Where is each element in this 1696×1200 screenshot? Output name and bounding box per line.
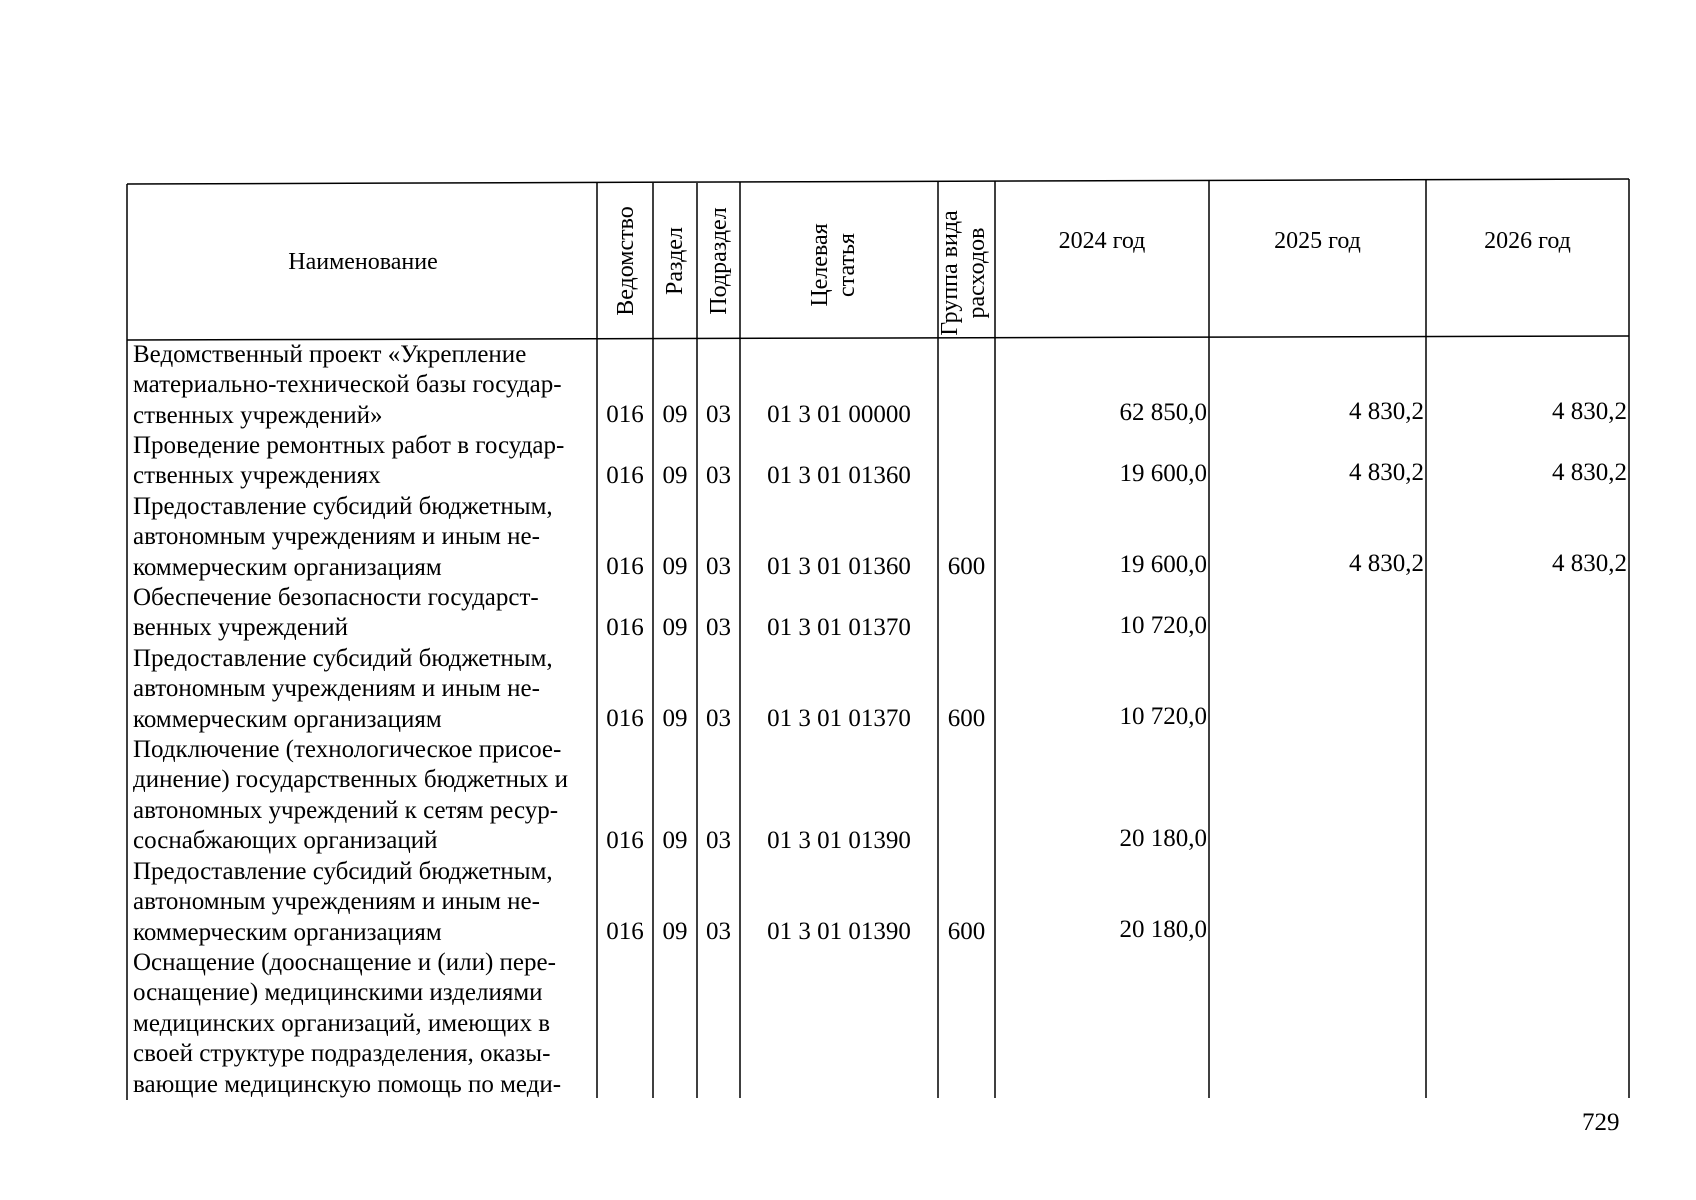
header-year-2026: 2026 год: [1484, 228, 1571, 254]
row-2-year-2026: 4 830,2: [1552, 459, 1627, 486]
row-2-year-2024: 19 600,0: [1119, 460, 1207, 487]
row-7-section: 09: [662, 918, 688, 945]
row-5-section: 09: [662, 705, 688, 732]
header-department: Ведомство: [613, 206, 639, 316]
header-target-article: Целевая статья: [807, 223, 860, 307]
row-7-subsection: 03: [706, 918, 731, 945]
row-7-name: Предоставление субсидий бюджетным, автономным учреждениям и иным не- коммерческим организациям: [133, 858, 553, 946]
row-7-expense-group: 600: [947, 918, 986, 945]
row-3-year-2025: 4 830,2: [1349, 550, 1424, 577]
header-year-2025: 2025 год: [1274, 228, 1361, 254]
header-expense-group: Группа вида расходов: [937, 210, 990, 336]
row-4-year-2024: 10 720,0: [1119, 612, 1207, 639]
row-1-target-article: 01 3 01 00000: [767, 401, 911, 428]
page-number: 729: [1582, 1109, 1620, 1136]
row-1-year-2026: 4 830,2: [1552, 398, 1627, 425]
row-7-target-article: 01 3 01 01390: [767, 918, 911, 945]
header-year-2024: 2024 год: [1058, 228, 1146, 254]
row-5-target-article: 01 3 01 01370: [767, 705, 911, 732]
row-2-department: 016: [606, 462, 644, 489]
row-3-name: Предоставление субсидий бюджетным, автономным учреждениям и иным не- коммерческим организациям: [133, 493, 553, 581]
row-3-target-article: 01 3 01 01360: [767, 553, 911, 580]
row-3-subsection: 03: [706, 553, 731, 580]
row-4-subsection: 03: [706, 614, 731, 641]
row-3-expense-group: 600: [947, 553, 986, 580]
row-5-year-2024: 10 720,0: [1119, 703, 1207, 730]
row-3-year-2026: 4 830,2: [1552, 550, 1627, 577]
row-2-name: Проведение ремонтных работ в государ- ственных учреждениях: [133, 432, 565, 490]
row-6-section: 09: [662, 827, 688, 854]
row-2-year-2025: 4 830,2: [1349, 459, 1424, 486]
row-7-department: 016: [606, 918, 644, 945]
row-2-target-article: 01 3 01 01360: [767, 462, 911, 489]
row-4-section: 09: [662, 614, 688, 641]
row-1-department: 016: [606, 401, 644, 428]
row-5-subsection: 03: [706, 705, 731, 732]
row-3-section: 09: [662, 553, 688, 580]
row-1-subsection: 03: [706, 401, 731, 428]
row-4-department: 016: [606, 614, 644, 641]
row-5-expense-group: 600: [947, 705, 986, 732]
row-5-department: 016: [606, 705, 644, 732]
row-5-name: Предоставление субсидий бюджетным, автономным учреждениям и иным не- коммерческим организациям: [133, 645, 553, 733]
row-3-year-2024: 19 600,0: [1119, 551, 1207, 578]
header-subsection: Подраздел: [706, 207, 732, 315]
row-4-target-article: 01 3 01 01370: [767, 614, 911, 641]
row-6-target-article: 01 3 01 01390: [767, 827, 911, 854]
row-6-department: 016: [606, 827, 644, 854]
row-1-name: Ведомственный проект «Укрепление материально-технической базы государ- ственных учреждений»: [133, 341, 562, 429]
row-6-name: Подключение (технологическое присое- динение) государственных бюджетных и автономных учреждений к сетям ресур- соснабжающих организаций: [133, 736, 568, 855]
row-6-year-2024: 20 180,0: [1119, 825, 1207, 852]
row-3-department: 016: [606, 553, 644, 580]
row-1-year-2025: 4 830,2: [1349, 398, 1424, 425]
row-8-name: Оснащение (дооснащение и (или) пере- оснащение) медицинскими изделиями медицинских организаций, имеющих в своей структуре подразделения, оказы- вающие медицинскую помощь по меди-: [133, 949, 562, 1098]
row-1-section: 09: [662, 401, 688, 428]
header-section: Раздел: [662, 227, 688, 295]
row-6-subsection: 03: [706, 827, 731, 854]
row-2-section: 09: [662, 462, 688, 489]
row-4-name: Обеспечение безопасности государст- венных учреждений: [133, 584, 539, 642]
header-name: Наименование: [288, 249, 438, 275]
row-1-year-2024: 62 850,0: [1119, 399, 1207, 426]
row-2-subsection: 03: [706, 462, 731, 489]
row-7-year-2024: 20 180,0: [1119, 916, 1207, 943]
